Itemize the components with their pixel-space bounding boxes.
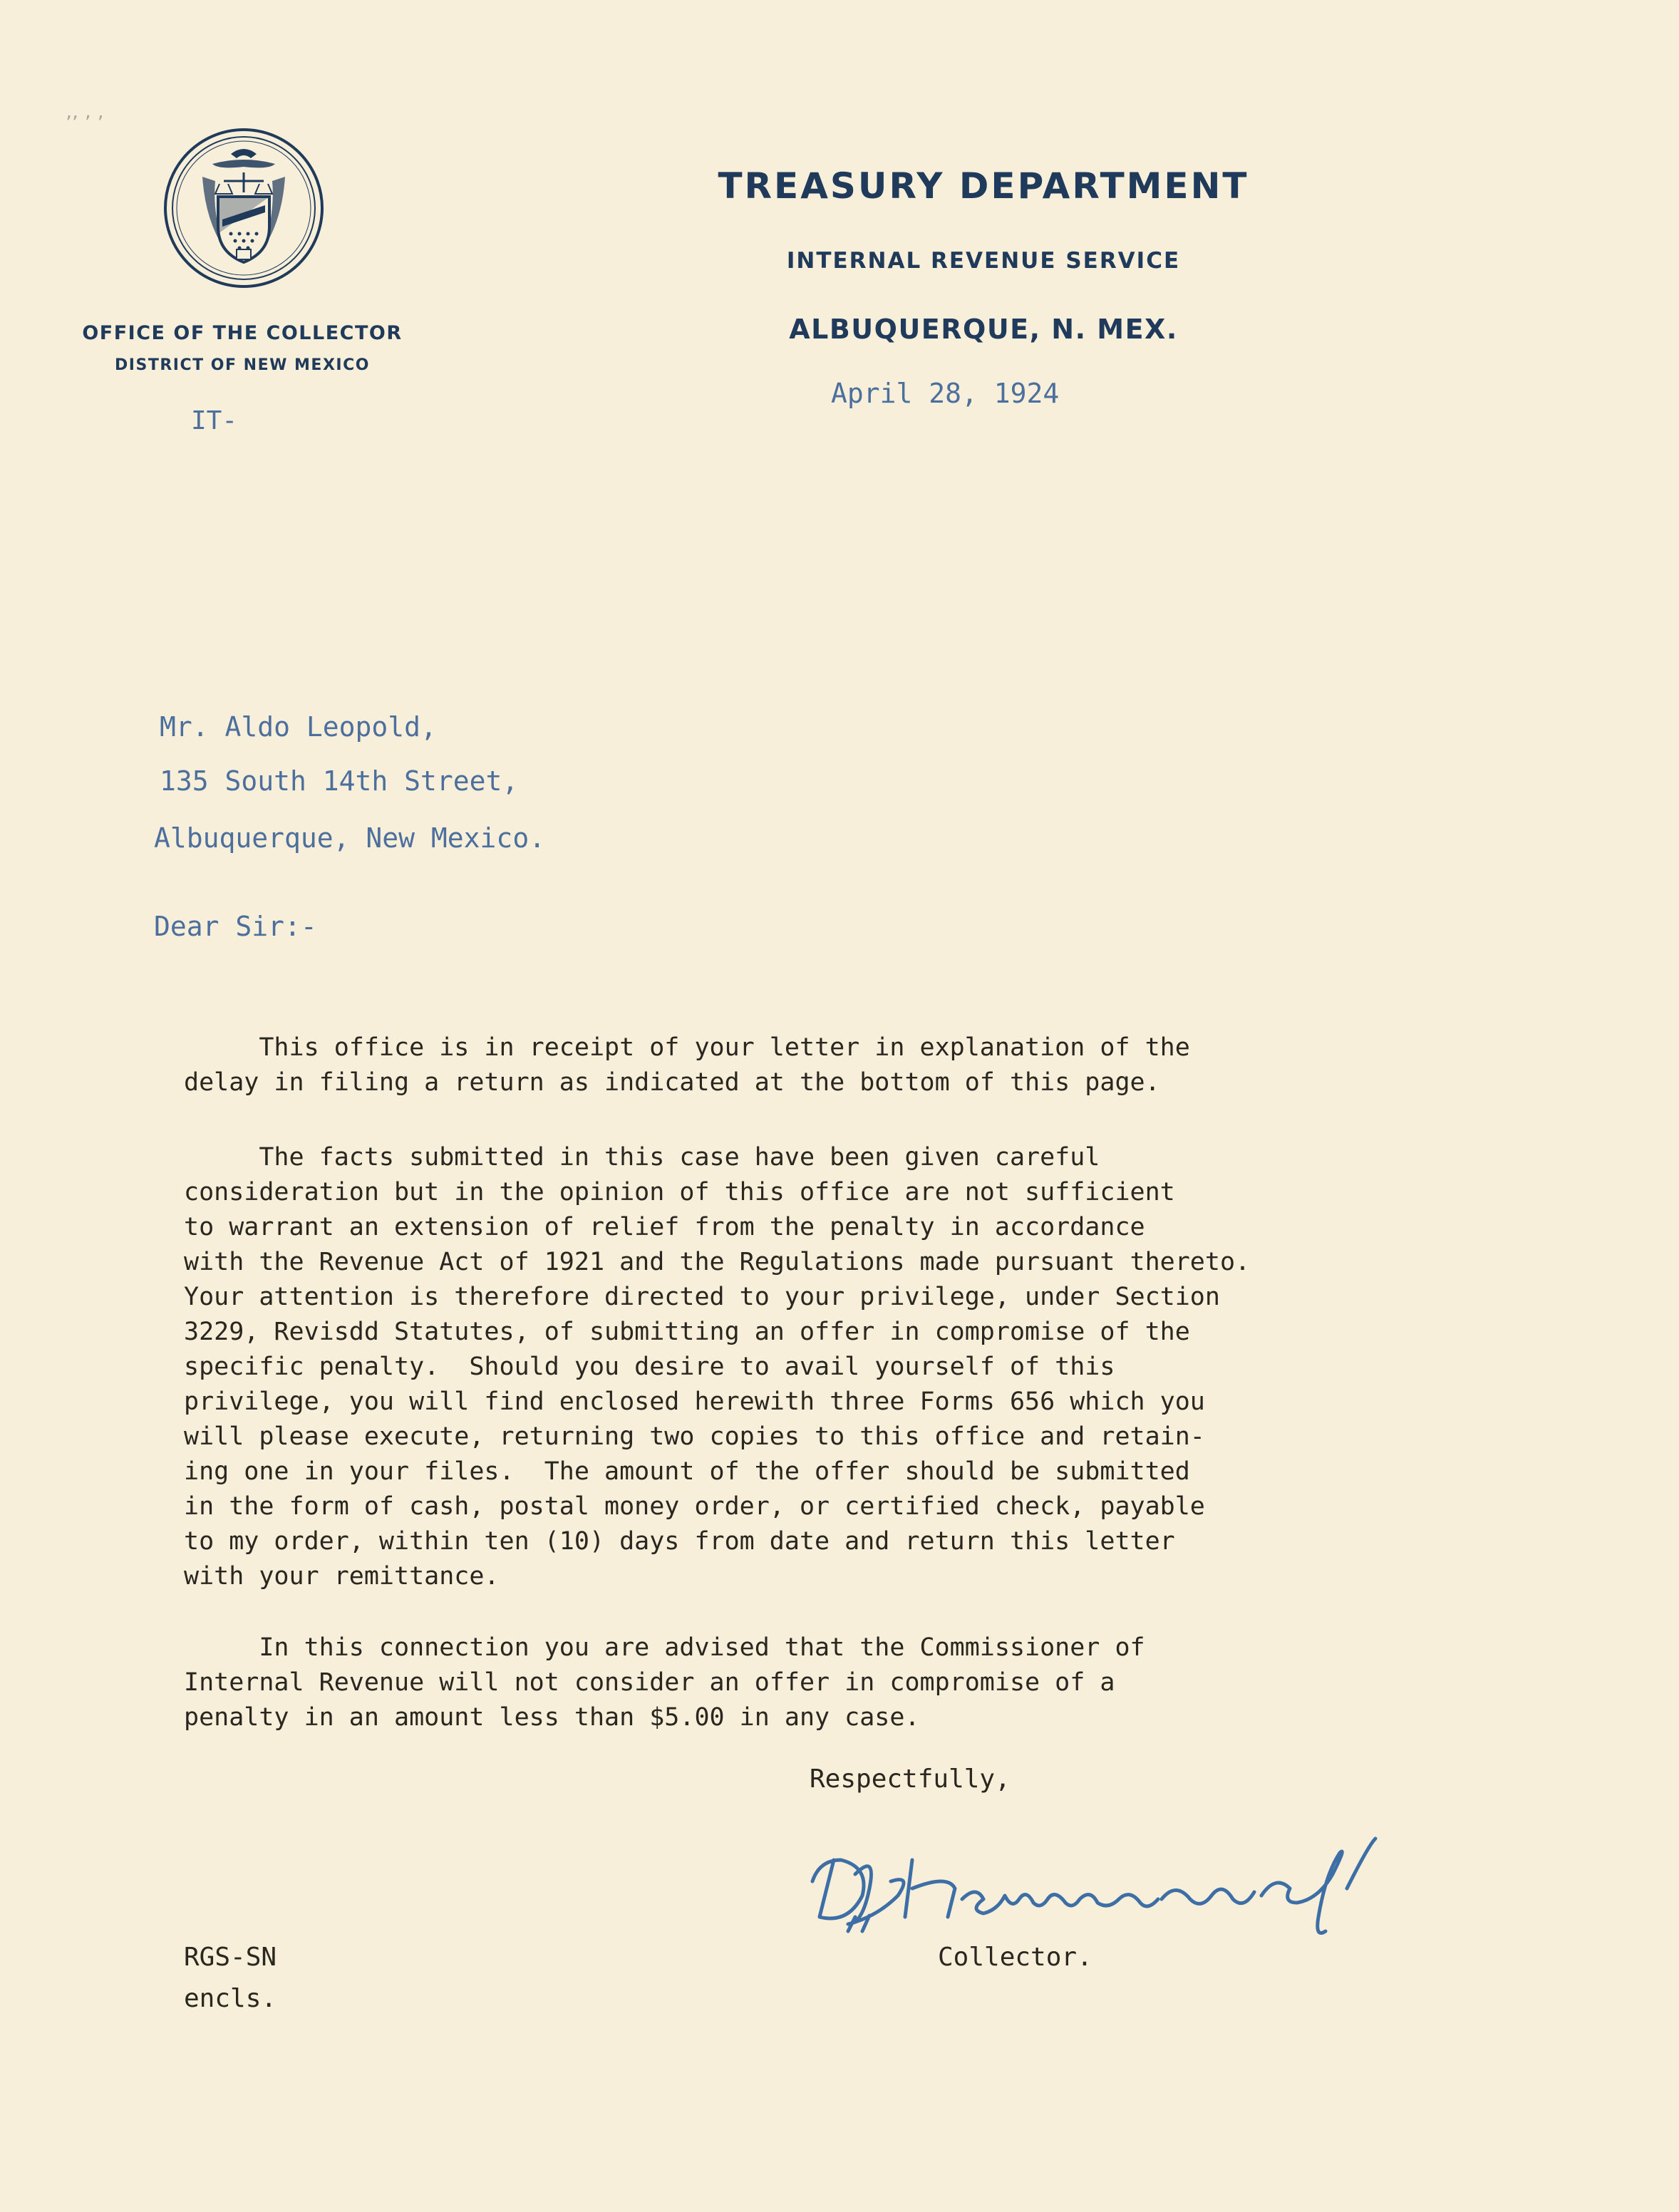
body-paragraph-2: The facts submitted in this case have been given careful consideration but in the opinion of this office are not sufficient to warrant an extension of relief from the penalty in accordance with the Revenue Act of 1921 and the Regulations made pursuant thereto. Your attention is therefore directed to your privilege, under Section 3229, Revisdd Statutes, of submitting an offer in compromise of the specific penalty. Should you desire to avail yourself of this privilege, you will find enclosed herewith three Forms 656 which you will please execute, returning two copies to this office and retain- ing one in your files. The amount of the offer should be submitted in the form of cash, postal money order, or certified check, payable to my order, within ten (10) days from date and return this letter with your remittance. [184,1143,1251,1591]
corner-mark: ’’ ʼ ’ [66,111,104,135]
body-paragraph-3: In this connection you are advised that the Commissioner of Internal Revenue will not consider an offer in compromise of a penalty in an amount less than $5.00 in any case. [184,1633,1145,1732]
recipient-name: Mr. Aldo Leopold, [160,711,437,743]
signature-title: Collector. [938,1943,1092,1972]
recipient-street: 135 South 14th Street, [160,765,519,797]
service-heading: INTERNAL REVENUE SERVICE [786,248,1181,274]
typist-initials: RGS-SN [184,1943,277,1972]
district-name: DISTRICT OF NEW MEXICO [115,356,370,374]
enclosures-note: encls. [184,1984,277,2013]
letter-date: April 28, 1924 [831,378,1060,409]
closing: Respectfully, [810,1764,1011,1794]
treasury-seal-icon [162,127,325,289]
salutation: Dear Sir:- [154,911,317,942]
reference-code: IT- [191,406,238,435]
office-of-collector: OFFICE OF THE COLLECTOR [82,322,403,344]
recipient-city: Albuquerque, New Mexico. [154,822,546,854]
location-heading: ALBUQUERQUE, N. MEX. [789,314,1178,345]
department-heading: TREASURY DEPARTMENT [718,165,1249,207]
body-paragraph-1: This office is in receipt of your letter in explanation of the delay in filing a return as indicated at the bottom of this page. [184,1033,1190,1097]
handwritten-signature [805,1831,1404,1945]
